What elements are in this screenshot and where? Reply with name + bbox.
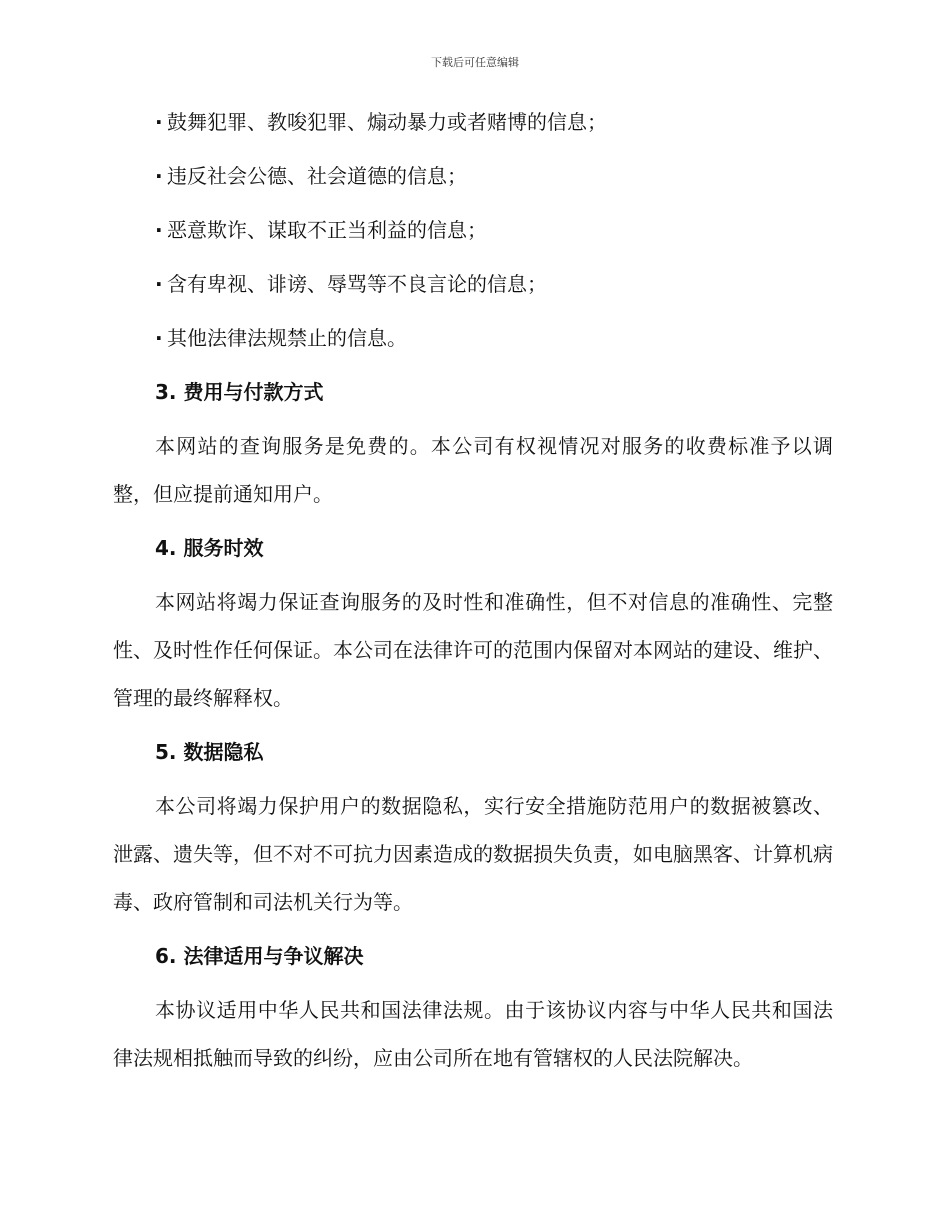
bullet-item <box>113 270 833 298</box>
section-heading-data-privacy: 5. 数据隐私 <box>155 740 264 764</box>
bullet-item <box>113 162 833 190</box>
section-heading-governing-law: 6. 法律适用与争议解决 <box>155 944 364 968</box>
bullet-item <box>113 108 833 136</box>
section-heading-service-timeliness: 4. 服务时效 <box>155 536 264 560</box>
bullet-dot: · <box>155 326 163 350</box>
section-body-governing-law: 本协议适用中华人民共和国法律法规。由于该协议内容与中华人民共和国法律法规相抵触而导致的纠纷，应由公司所在地有管辖权的人民法院解决。 <box>113 998 833 1070</box>
bullet-text: 恶意欺诈、谋取不正当利益的信息； <box>167 218 487 242</box>
bullet-text: 含有卑视、诽谤、辱骂等不良言论的信息； <box>167 272 547 296</box>
bullet-text: 鼓舞犯罪、教唆犯罪、煽动暴力或者赌博的信息； <box>167 110 607 134</box>
section-heading-fees: 3. 费用与付款方式 <box>155 380 324 404</box>
bullet-dot: · <box>155 218 163 242</box>
header-note: 下载后可任意编辑 <box>431 56 519 69</box>
bullet-dot: · <box>155 272 163 296</box>
section-body-fees: 本网站的查询服务是免费的。本公司有权视情况对服务的收费标准予以调整，但应提前通知用户。 <box>113 434 833 506</box>
section-body-data-privacy: 本公司将竭力保护用户的数据隐私，实行安全措施防范用户的数据被篡改、泄露、遗失等，但不对不可抗力因素造成的数据损失负责，如电脑黑客、计算机病毒、政府管制和司法机关行为等。 <box>113 794 833 914</box>
bullet-text: 其他法律法规禁止的信息。 <box>167 326 407 350</box>
document-body <box>113 108 833 1098</box>
bullet-dot: · <box>155 110 163 134</box>
bullet-item <box>113 324 833 352</box>
bullet-item <box>113 216 833 244</box>
section-body-service-timeliness: 本网站将竭力保证查询服务的及时性和准确性，但不对信息的准确性、完整性、及时性作任何保证。本公司在法律许可的范围内保留对本网站的建设、维护、管理的最终解释权。 <box>113 590 833 710</box>
bullet-text: 违反社会公德、社会道德的信息； <box>167 164 467 188</box>
bullet-dot: · <box>155 164 163 188</box>
